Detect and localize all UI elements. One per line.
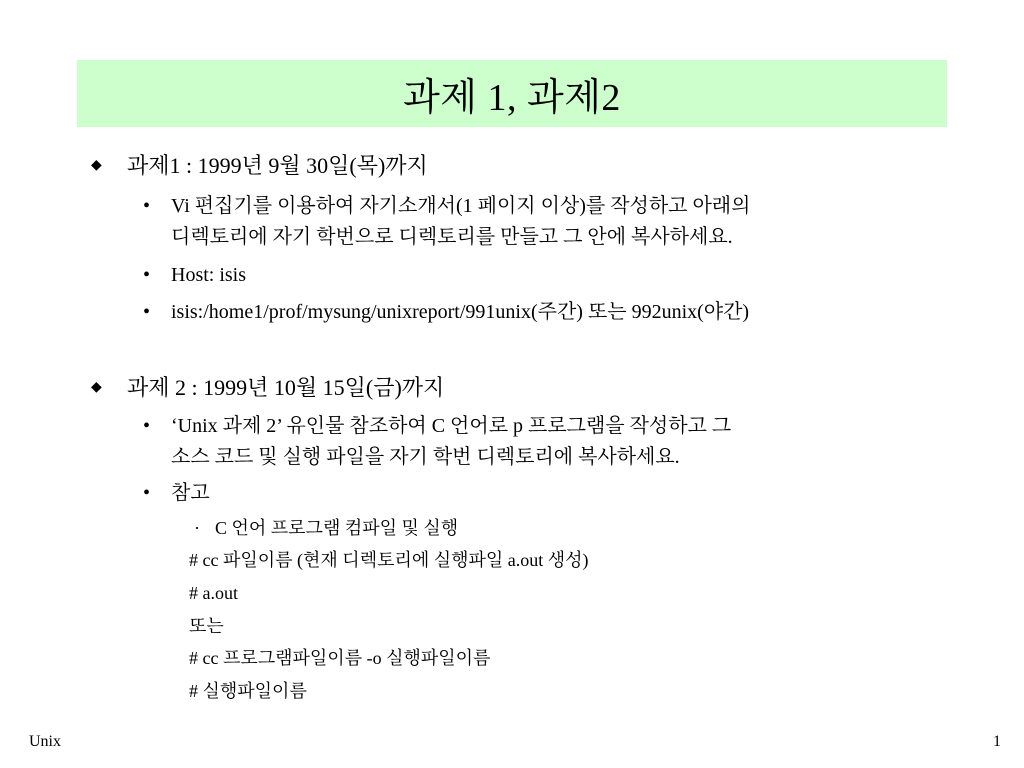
round-bullet-icon: • — [143, 415, 151, 437]
note-line-5: # 실행파일이름 — [189, 681, 307, 701]
section-1-item-1-line-1: Vi 편집기를 이용하여 자기소개서(1 페이지 이상)를 작성하고 아래의 — [171, 195, 751, 217]
diamond-bullet-icon: ◆ — [91, 380, 102, 395]
note-line-2: # a.out — [189, 583, 238, 603]
round-bullet-icon: • — [143, 301, 151, 323]
note-line-3: 또는 — [189, 616, 224, 636]
note-line-4: # cc 프로그램파일이름 -o 실행파일이름 — [189, 648, 491, 668]
section-2-item-1-line-1: ‘Unix 과제 2’ 유인물 참조하여 C 언어로 p 프로그램을 작성하고 그 — [171, 415, 732, 437]
round-bullet-icon: • — [143, 264, 151, 286]
section-1-item-2-text: Host: isis — [171, 264, 247, 286]
footer-left-label: Unix — [29, 733, 61, 750]
section-1-item-1-line-2: 디렉토리에 자기 학번으로 디렉토리를 만들고 그 안에 복사하세요. — [171, 226, 733, 248]
diamond-bullet-icon: ◆ — [91, 158, 102, 173]
section-2-item-1-line-2: 소스 코드 및 실행 파일을 자기 학번 디렉토리에 복사하세요. — [171, 446, 680, 468]
note-marker: · — [194, 518, 200, 538]
section-2-item-2-text: 참고 — [171, 482, 210, 504]
section-1-heading: 과제1 : 1999년 9월 30일(목)까지 — [127, 153, 428, 178]
section-1-item-3-text: isis:/home1/prof/mysung/unixreport/991unix(주간) 또는 992unix(야간) — [171, 301, 750, 323]
round-bullet-icon: • — [143, 195, 151, 217]
slide-title: 과제 1, 과제2 — [403, 77, 621, 119]
round-bullet-icon: • — [143, 482, 151, 504]
note-heading: C 언어 프로그램 컴파일 및 실행 — [215, 518, 459, 538]
page-number: 1 — [993, 733, 1001, 750]
section-2-heading: 과제 2 : 1999년 10월 15일(금)까지 — [127, 375, 445, 400]
note-line-1: # cc 파일이름 (현재 디렉토리에 실행파일 a.out 생성) — [189, 550, 589, 570]
